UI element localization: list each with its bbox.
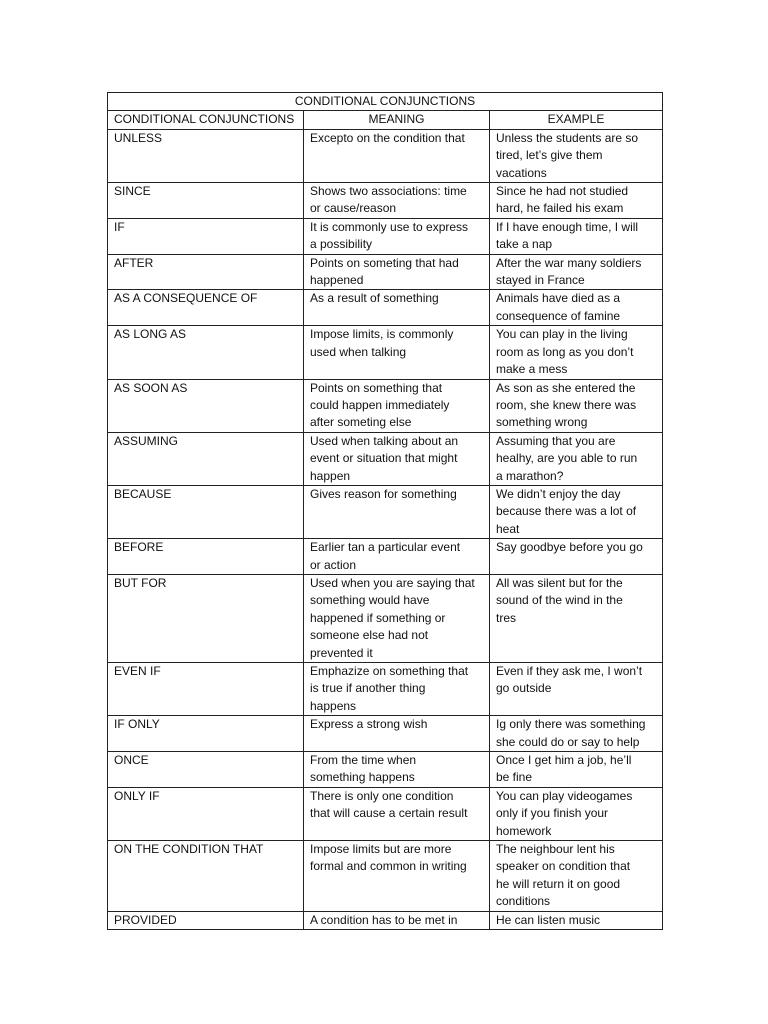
cell-term: IF ONLY [108,716,304,752]
cell-term: ONLY IF [108,787,304,840]
cell-meaning: Earlier tan a particular event or action [304,539,490,575]
cell-meaning: Emphazize on something that is true if another thing happens [304,663,490,716]
table-row [108,326,663,379]
cell-term: ON THE CONDITION THAT [108,841,304,912]
cell-example: Since he had not studied hard, he failed his exam [490,183,663,219]
cell-meaning: As a result of something [304,290,490,326]
cell-term: AS A CONSEQUENCE OF [108,290,304,326]
cell-meaning: Impose limits, is commonly used when talking [304,326,490,379]
table-header-row [108,111,663,129]
cell-example: As son as she entered the room, she knew there was something wrong [490,379,663,432]
table-row [108,129,663,182]
cell-meaning: Used when you are saying that something would have happened if something or someone else had not prevented it [304,574,490,662]
table-body [108,129,663,929]
cell-term: ASSUMING [108,432,304,485]
table-row [108,254,663,290]
cell-example: All was silent but for the sound of the wind in the tres [490,574,663,662]
cell-meaning: Gives reason for something [304,485,490,538]
table-row [108,485,663,538]
table-row [108,716,663,752]
cell-meaning: It is commonly use to express a possibility [304,218,490,254]
cell-term: SINCE [108,183,304,219]
table-title-row [108,93,663,111]
cell-meaning: Points on something that could happen immediately after someting else [304,379,490,432]
table-row [108,539,663,575]
table-row [108,432,663,485]
cell-term: PROVIDED [108,911,304,929]
cell-meaning: A condition has to be met in [304,911,490,929]
cell-meaning: Points on someting that had happened [304,254,490,290]
cell-meaning: Excepto on the condition that [304,129,490,182]
cell-meaning: There is only one condition that will cause a certain result [304,787,490,840]
cell-example: After the war many soldiers stayed in France [490,254,663,290]
table-row [108,663,663,716]
cell-example: If I have enough time, I will take a nap [490,218,663,254]
cell-example: He can listen music [490,911,663,929]
table-row [108,379,663,432]
cell-example: Even if they ask me, I won’t go outside [490,663,663,716]
cell-example: We didn’t enjoy the day because there was a lot of heat [490,485,663,538]
cell-meaning: Express a strong wish [304,716,490,752]
conjunctions-table [107,92,663,930]
cell-meaning: Impose limits but are more formal and common in writing [304,841,490,912]
table-row [108,752,663,788]
column-header-conjunction: CONDITIONAL CONJUNCTIONS [108,111,304,129]
cell-term: AS LONG AS [108,326,304,379]
table-row [108,911,663,929]
table-row [108,841,663,912]
cell-meaning: Used when talking about an event or situation that might happen [304,432,490,485]
cell-example: The neighbour lent his speaker on condition that he will return it on good conditions [490,841,663,912]
cell-term: AFTER [108,254,304,290]
cell-term: ONCE [108,752,304,788]
column-header-example: EXAMPLE [490,111,663,129]
column-header-meaning: MEANING [304,111,490,129]
cell-term: BEFORE [108,539,304,575]
cell-meaning: From the time when something happens [304,752,490,788]
cell-term: EVEN IF [108,663,304,716]
cell-example: Once I get him a job, he’ll be fine [490,752,663,788]
cell-term: BECAUSE [108,485,304,538]
cell-meaning: Shows two associations: time or cause/reason [304,183,490,219]
table-row [108,218,663,254]
cell-example: Say goodbye before you go [490,539,663,575]
cell-term: BUT FOR [108,574,304,662]
table-row [108,787,663,840]
table-title: CONDITIONAL CONJUNCTIONS [108,93,663,111]
cell-example: Unless the students are so tired, let’s give them vacations [490,129,663,182]
table-row [108,183,663,219]
cell-example: Ig only there was something she could do or say to help [490,716,663,752]
cell-term: UNLESS [108,129,304,182]
cell-term: AS SOON AS [108,379,304,432]
table-row [108,574,663,662]
cell-example: Assuming that you are healhy, are you able to run a marathon? [490,432,663,485]
cell-example: You can play videogames only if you finish your homework [490,787,663,840]
cell-term: IF [108,218,304,254]
cell-example: You can play in the living room as long as you don’t make a mess [490,326,663,379]
cell-example: Animals have died as a consequence of famine [490,290,663,326]
table-row [108,290,663,326]
